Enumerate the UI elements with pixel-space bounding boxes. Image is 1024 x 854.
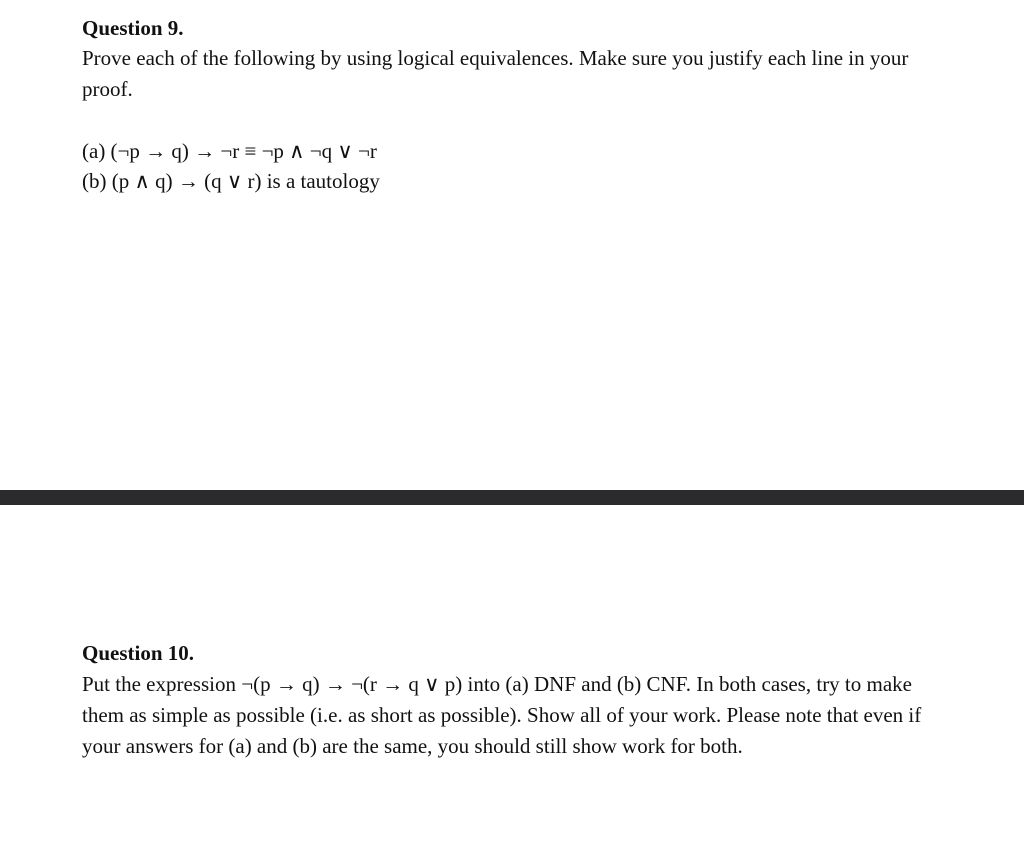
question-9-instructions: Prove each of the following by using logical equivalences. Make sure you justify each line in your proof. xyxy=(82,46,909,101)
question-10-page xyxy=(0,505,1024,854)
question-10-title: Question 10. xyxy=(82,641,195,665)
question-10-body: Put the expression ¬(p → q) → ¬(r → q ∨ p) into (a) DNF and (b) CNF. In both cases, try to make them as simple as possible (i.e. as short as possible). Show all of your work. Please note that even if your answers for (a) and (b) are the same, you should still show work for both. xyxy=(82,672,922,758)
question-9-part-b: (b) (p ∧ q) → (q ∨ r) is a tautology xyxy=(82,169,380,193)
page-separator xyxy=(0,490,1024,505)
question-9-title: Question 9. xyxy=(82,16,184,40)
question-9-part-a: (a) (¬p → q) → ¬r ≡ ¬p ∧ ¬q ∨ ¬r xyxy=(82,139,377,163)
